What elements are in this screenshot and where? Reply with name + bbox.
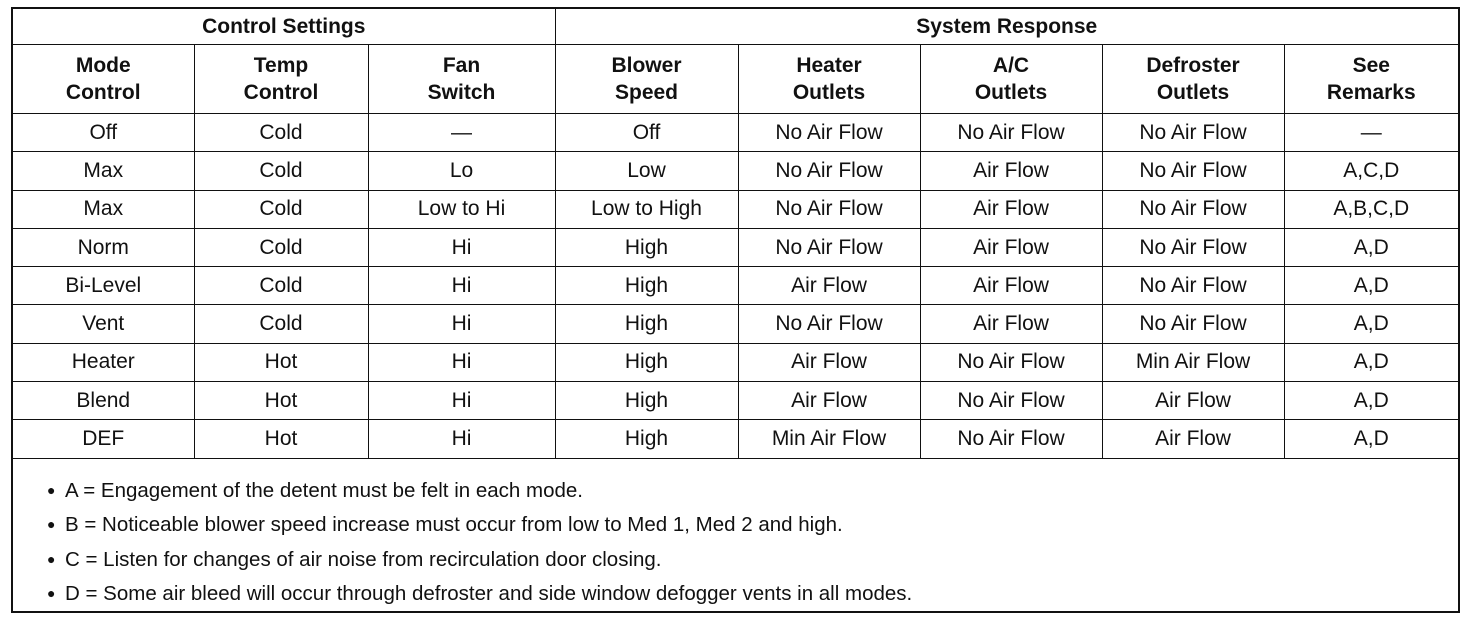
table-cell: No Air Flow <box>920 382 1102 420</box>
table-row <box>13 190 1458 228</box>
table-cell: Hi <box>368 382 555 420</box>
column-header-defroster-outlets <box>1102 45 1284 114</box>
group-header-system-response: System Response <box>555 9 1458 45</box>
table-cell: A,D <box>1284 267 1458 305</box>
table-cell: High <box>555 382 738 420</box>
table-row <box>13 228 1458 266</box>
column-header-line: See <box>1352 54 1390 77</box>
table-cell: A,D <box>1284 420 1458 458</box>
table-cell: Air Flow <box>920 305 1102 343</box>
settings-table <box>13 9 1458 459</box>
table-cell: Air Flow <box>738 267 920 305</box>
table-row <box>13 343 1458 381</box>
column-header-temp-control <box>194 45 368 114</box>
table-cell: A,C,D <box>1284 152 1458 190</box>
table-cell: Low <box>555 152 738 190</box>
table-cell: Hi <box>368 305 555 343</box>
table-cell: Air Flow <box>1102 382 1284 420</box>
table-cell: Hi <box>368 420 555 458</box>
column-header-line: Speed <box>614 81 679 104</box>
table-cell: Cold <box>194 228 368 266</box>
remark-item <box>47 473 1458 508</box>
table-cell: No Air Flow <box>1102 114 1284 152</box>
table-cell: Air Flow <box>920 267 1102 305</box>
table-cell: No Air Flow <box>1102 228 1284 266</box>
table-cell: A,D <box>1284 343 1458 381</box>
table-cell: Air Flow <box>920 190 1102 228</box>
table-cell: Hot <box>194 420 368 458</box>
table-cell: Hot <box>194 382 368 420</box>
table-cell: Cold <box>194 114 368 152</box>
table-cell: No Air Flow <box>738 228 920 266</box>
table-cell: High <box>555 267 738 305</box>
table-cell: Hi <box>368 343 555 381</box>
table-cell: Bi-Level <box>13 267 194 305</box>
table-cell: Air Flow <box>920 152 1102 190</box>
table-cell: Off <box>13 114 194 152</box>
group-header-row <box>13 9 1458 45</box>
bullet-icon: ● <box>47 481 56 498</box>
table-cell: Off <box>555 114 738 152</box>
column-header-line: Blower <box>611 54 682 77</box>
column-header-line: Switch <box>427 81 496 104</box>
table-cell: Heater <box>13 343 194 381</box>
column-header-heater-outlets <box>738 45 920 114</box>
column-header-line: Control <box>243 81 319 104</box>
table-cell: No Air Flow <box>738 152 920 190</box>
column-header-a-c-outlets <box>920 45 1102 114</box>
table-cell: Blend <box>13 382 194 420</box>
table-cell: Air Flow <box>738 343 920 381</box>
table-cell: No Air Flow <box>1102 267 1284 305</box>
table-row <box>13 305 1458 343</box>
table-cell: Air Flow <box>1102 420 1284 458</box>
column-header-line: A/C <box>992 54 1030 77</box>
remark-text: D = Some air bleed will occur through defroster and side window defogger vents in all modes. <box>65 582 913 606</box>
bullet-icon: ● <box>47 585 56 602</box>
table-cell: High <box>555 420 738 458</box>
column-header-line: Outlets <box>1156 81 1230 104</box>
table-cell: Hi <box>368 267 555 305</box>
table-cell: High <box>555 343 738 381</box>
table-row <box>13 382 1458 420</box>
table-cell: Cold <box>194 152 368 190</box>
column-header-fan-switch <box>368 45 555 114</box>
table-row <box>13 114 1458 152</box>
table-cell: No Air Flow <box>738 305 920 343</box>
column-header-line: Temp <box>253 54 309 77</box>
table-cell: Cold <box>194 305 368 343</box>
table-cell: Cold <box>194 190 368 228</box>
column-header-line: Control <box>65 81 141 104</box>
table-cell: DEF <box>13 420 194 458</box>
table-cell: Hot <box>194 343 368 381</box>
remark-text: A = Engagement of the detent must be felt in each mode. <box>65 478 583 502</box>
control-settings-chart <box>11 7 1460 613</box>
column-header-line: Outlets <box>974 81 1048 104</box>
table-cell: No Air Flow <box>1102 305 1284 343</box>
table-cell: A,D <box>1284 382 1458 420</box>
table-cell: No Air Flow <box>920 420 1102 458</box>
column-header-blower-speed <box>555 45 738 114</box>
table-cell: Max <box>13 152 194 190</box>
table-cell: Lo <box>368 152 555 190</box>
bullet-icon: ● <box>47 550 56 567</box>
column-header-line: Defroster <box>1146 54 1240 77</box>
table-cell: Min Air Flow <box>1102 343 1284 381</box>
column-header-line: Outlets <box>792 81 866 104</box>
table-cell: — <box>1284 114 1458 152</box>
column-header-line: Fan <box>442 54 481 77</box>
column-header-line: Remarks <box>1326 81 1416 104</box>
bullet-icon: ● <box>47 516 56 533</box>
column-header-see-remarks <box>1284 45 1458 114</box>
column-header-line: Heater <box>796 54 862 77</box>
table-cell: Air Flow <box>738 382 920 420</box>
remarks-list <box>13 459 1458 611</box>
table-cell: High <box>555 228 738 266</box>
remark-item <box>47 507 1458 542</box>
table-cell: Norm <box>13 228 194 266</box>
remark-item <box>47 576 1458 611</box>
remark-text: B = Noticeable blower speed increase must occur from low to Med 1, Med 2 and high. <box>65 513 843 537</box>
table-cell: Vent <box>13 305 194 343</box>
table-row <box>13 152 1458 190</box>
table-cell: No Air Flow <box>738 190 920 228</box>
table-cell: High <box>555 305 738 343</box>
remark-item <box>47 542 1458 577</box>
table-row <box>13 420 1458 458</box>
table-row <box>13 267 1458 305</box>
table-cell: Hi <box>368 228 555 266</box>
table-cell: Low to High <box>555 190 738 228</box>
table-cell: Min Air Flow <box>738 420 920 458</box>
table-cell: Max <box>13 190 194 228</box>
table-cell: A,B,C,D <box>1284 190 1458 228</box>
table-cell: Low to Hi <box>368 190 555 228</box>
column-header-mode-control <box>13 45 194 114</box>
table-cell: No Air Flow <box>738 114 920 152</box>
table-cell: No Air Flow <box>920 343 1102 381</box>
table-cell: A,D <box>1284 305 1458 343</box>
table-cell: No Air Flow <box>920 114 1102 152</box>
table-cell: — <box>368 114 555 152</box>
table-cell: Air Flow <box>920 228 1102 266</box>
table-cell: No Air Flow <box>1102 152 1284 190</box>
table-cell: A,D <box>1284 228 1458 266</box>
table-cell: Cold <box>194 267 368 305</box>
table-cell: No Air Flow <box>1102 190 1284 228</box>
column-header-row <box>13 45 1458 114</box>
group-header-control-settings: Control Settings <box>13 9 555 45</box>
remark-text: C = Listen for changes of air noise from recirculation door closing. <box>65 547 662 571</box>
column-header-line: Mode <box>75 54 131 77</box>
